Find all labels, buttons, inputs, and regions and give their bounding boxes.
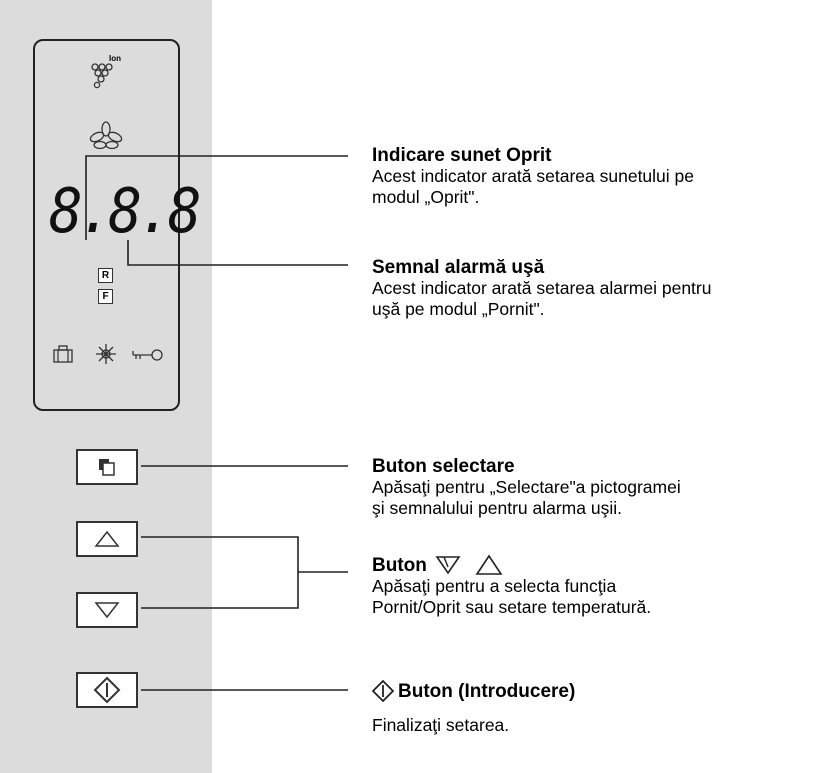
up-triangle-icon <box>475 554 503 576</box>
callout-desc: Apăsaţi pentru a selecta funcţia <box>372 576 617 596</box>
mode-r-indicator: R <box>98 268 113 283</box>
callout-desc: uşă pe modul „Pornit". <box>372 299 545 319</box>
callout-door-alarm <box>372 257 711 320</box>
callout-desc: Acest indicator arată setarea alarmei pentru <box>372 278 712 298</box>
down-triangle-icon <box>435 555 461 575</box>
ion-label: Ion <box>109 54 121 63</box>
temperature-digits: 8.8.8 <box>49 175 198 248</box>
callout-sound-off <box>372 145 694 208</box>
callout-desc: Pornit/Oprit sau setare temperatură. <box>372 597 652 617</box>
callout-title: Indicare sunet Oprit <box>372 145 552 166</box>
callout-select-button <box>372 456 681 519</box>
callout-arrow-buttons <box>372 554 651 618</box>
callout-desc: modul „Oprit". <box>372 187 480 207</box>
callout-title: Semnal alarmă uşă <box>372 257 545 278</box>
callout-desc: Finalizaţi setarea. <box>372 715 510 735</box>
mode-f-indicator: F <box>98 289 113 304</box>
callout-title: Buton (Introducere) <box>398 680 576 702</box>
callout-desc: Apăsaţi pentru „Selectare"a pictogramei <box>372 477 681 497</box>
callout-desc: Acest indicator arată setarea sunetului pe <box>372 166 694 186</box>
callout-desc: şi semnalului pentru alarma uşii. <box>372 498 622 518</box>
enter-diamond-icon <box>372 680 394 702</box>
callout-enter-button <box>372 680 575 736</box>
callout-title: Buton <box>372 554 427 576</box>
callout-title: Buton selectare <box>372 456 515 477</box>
